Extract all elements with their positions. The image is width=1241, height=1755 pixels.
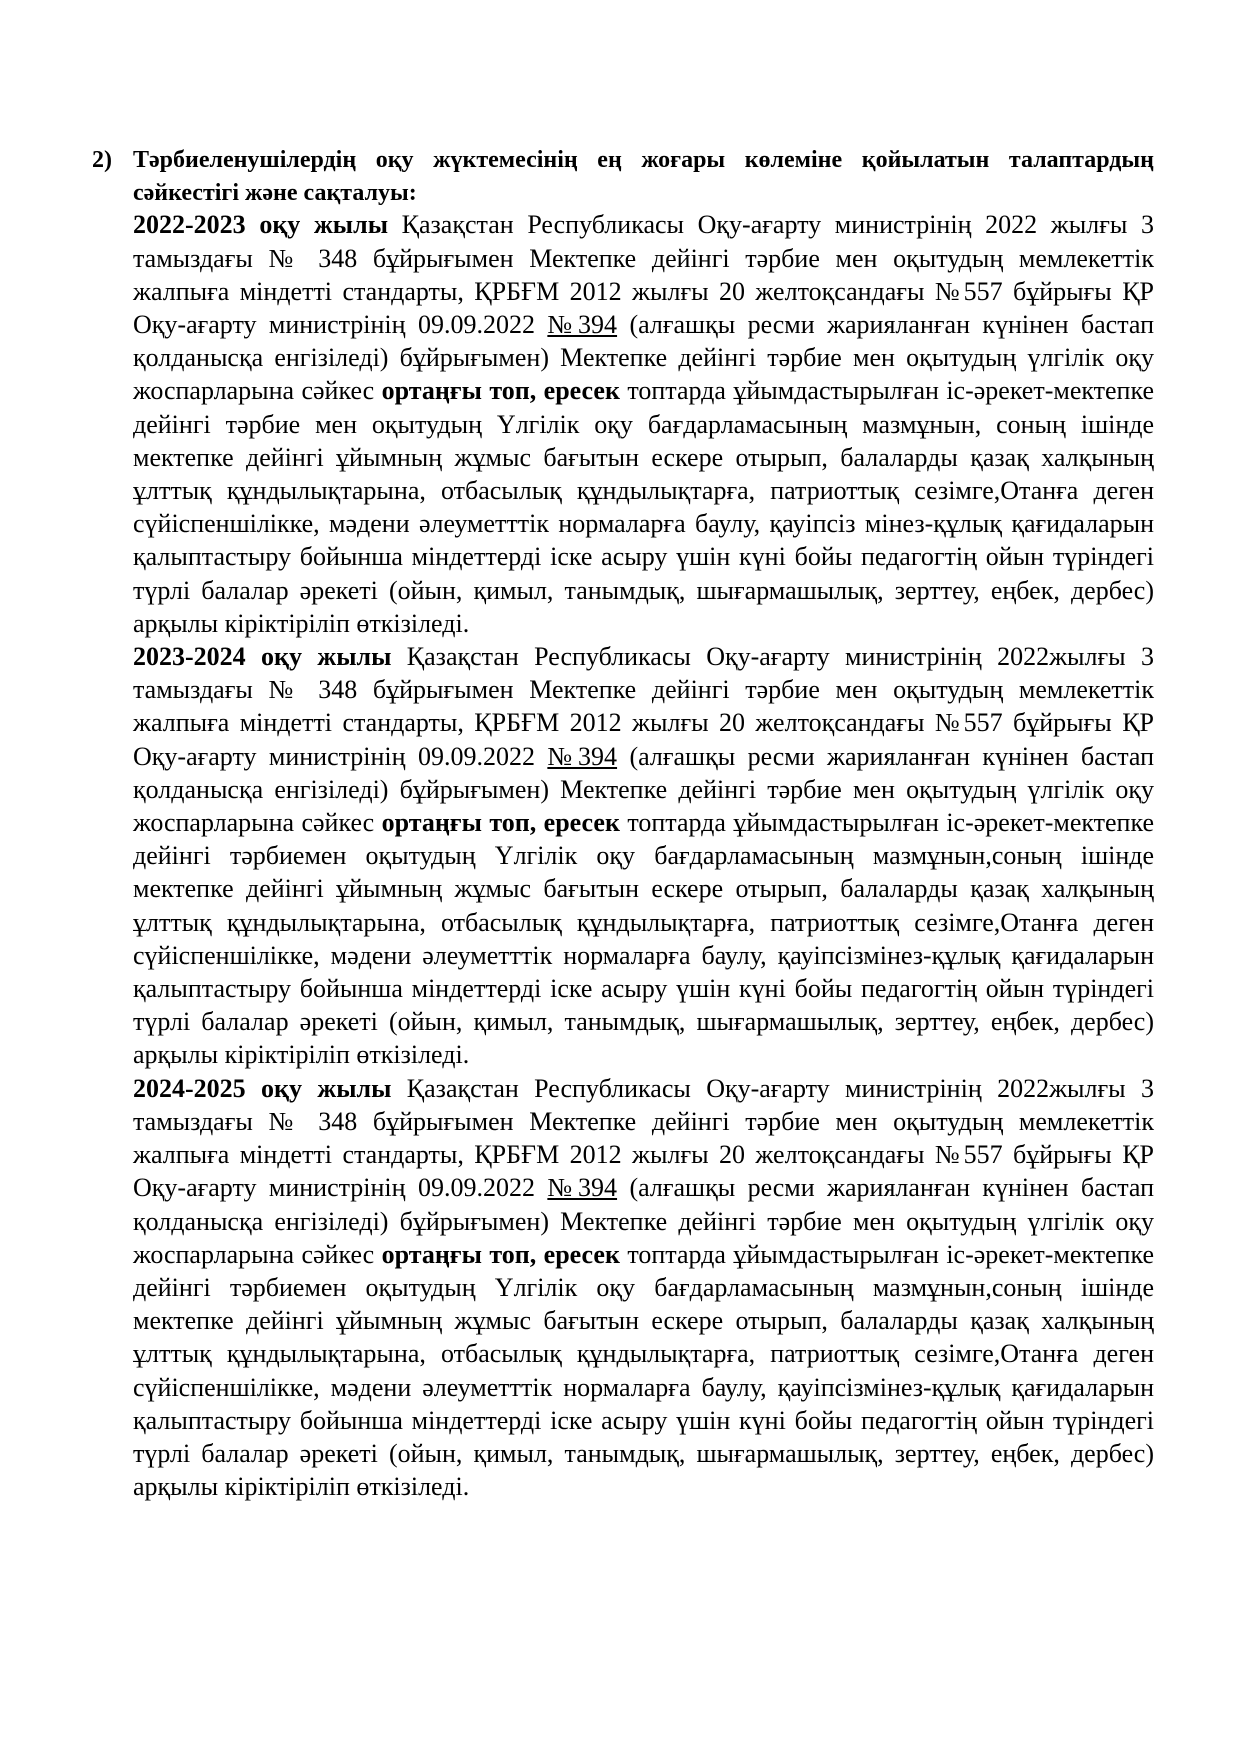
- order-link[interactable]: №394: [547, 1173, 618, 1203]
- numbered-item: [92, 144, 1154, 1503]
- paragraph-text: Қазақстан Республикасы Оқу-ағарту министрінің 2022 жылғы 3 тамыздағы № 348 бұйрығымен Мектепке дейінгі тәрбие мен оқытудың мемлекеттік жалпыға міндетті стандарты, ҚРБҒМ 2012 жылғы 20 желтоқсандағы №557 бұйрығы ҚР Оқу-ағарту министрінің 09.09.2022: [133, 210, 1154, 340]
- groups-label: ортаңғы топ, ересек: [381, 376, 620, 406]
- paragraph-text: (алғашқы ресми жарияланған күнінен бастап қолданысқа енгізіледі) бұйрығымен) Мектепке дейінгі тәрбие мен оқытудың үлгілік оқу жоспарларына сәйкес: [133, 1173, 1154, 1269]
- paragraph-2023-2024: [133, 640, 1154, 1072]
- paragraph-text: (алғашқы ресми жарияланған күнінен бастап қолданысқа енгізіледі) бұйрығымен) Мектепке дейінгі тәрбие мен оқытудың үлгілік оқу жоспарларына сәйкес: [133, 310, 1154, 406]
- item-content: [133, 144, 1154, 1503]
- groups-label: ортаңғы топ, ересек: [381, 808, 620, 838]
- paragraph-text: топтарда ұйымдастырылған іс-әрекет-мектепке дейінгі тәрбиемен оқытудың Үлгілік оқу бағдарламасының мазмұнын,соның ішінде мектепке дейінгі ұйымның жұмыс бағытын ескере отырып, балаларды қазақ халқының ұлттық құндылықтарына, отбасылық құндылықтарға, патриоттық сезімге,Отанға деген сүйіспеншілікке, мәдени әлеуметттік нормаларға баулу, қауіпсізмінез-құлық қағидаларын қалыптастыру бойынша міндеттерді іске асыру үшін күні бойы педагогтің ойын түріндегі түрлі балалар әрекеті (ойын, қимыл, танымдық, шығармашылық, зерттеу, еңбек, дербес) арқылы кіріктіріліп өткізіледі.: [133, 1239, 1154, 1502]
- order-link[interactable]: №394: [547, 741, 618, 771]
- order-link[interactable]: №394: [547, 310, 618, 340]
- paragraph-text: Қазақстан Республикасы Оқу-ағарту министрінің 2022жылғы 3 тамыздағы № 348 бұйрығымен Мектепке дейінгі тәрбие мен оқытудың мемлекеттік жалпыға міндетті стандарты, ҚРБҒМ 2012 жылғы 20 желтоқсандағы №557 бұйрығы ҚР Оқу-ағарту министрінің 09.09.2022: [133, 642, 1155, 771]
- paragraph-text: (алғашқы ресми жарияланған күнінен бастап қолданысқа енгізіледі) бұйрығымен) Мектепке дейінгі тәрбие мен оқытудың үлгілік оқу жоспарларына сәйкес: [133, 741, 1154, 838]
- paragraph-text: топтарда ұйымдастырылған іс-әрекет-мектепке дейінгі тәрбие мен оқытудың Үлгілік оқу бағдарламасының мазмұнын, соның ішінде мектепке дейінгі ұйымның жұмыс бағытын ескере отырып, балаларды қазақ халқының ұлттық құндылықтарына, отбасылық құндылықтарға, патриоттық сезімге,Отанға деген сүйіспеншілікке, мәдени әлеуметттік нормаларға баулу, қауіпсіз мінез-құлық қағидаларын қалыптастыру бойынша міндеттерді іске асыру үшін күні бойы педагогтің ойын түріндегі түрлі балалар әрекеті (ойын, қимыл, танымдық, шығармашылық, зерттеу, еңбек, дербес) арқылы кіріктіріліп өткізіледі.: [133, 376, 1154, 638]
- paragraph-2022-2023: [133, 208, 1154, 640]
- groups-label: ортаңғы топ, ересек: [381, 1239, 620, 1269]
- paragraph-text: Қазақстан Республикасы Оқу-ағарту министрінің 2022жылғы 3 тамыздағы № 348 бұйрығымен Мектепке дейінгі тәрбие мен оқытудың мемлекеттік жалпыға міндетті стандарты, ҚРБҒМ 2012 жылғы 20 желтоқсандағы №557 бұйрығы ҚР Оқу-ағарту министрінің 09.09.2022: [133, 1073, 1155, 1203]
- paragraph-text: топтарда ұйымдастырылған іс-әрекет-мектепке дейінгі тәрбиемен оқытудың Үлгілік оқу бағдарламасының мазмұнын,соның ішінде мектепке дейінгі ұйымның жұмыс бағытын ескере отырып, балаларды қазақ халқының ұлттық құндылықтарына, отбасылық құндылықтарға, патриоттық сезімге,Отанға деген сүйіспеншілікке, мәдени әлеуметттік нормаларға баулу, қауіпсізмінез-құлық қағидаларын қалыптастыру бойынша міндеттерді іске асыру үшін күні бойы педагогтің ойын түріндегі түрлі балалар әрекеті (ойын, қимыл, танымдық, шығармашылық, зерттеу, еңбек, дербес) арқылы кіріктіріліп өткізіледі.: [133, 808, 1154, 1070]
- academic-year-label: 2023-2024 оқу жылы: [133, 642, 392, 672]
- item-heading: Тәрбиеленушілердің оқу жүктемесінің ең жоғары көлеміне қойылатын талаптардың сәйкестігі және сақталуы:: [133, 147, 1154, 207]
- item-number: 2): [92, 147, 112, 173]
- academic-year-label: 2022-2023 оқу жылы: [133, 210, 388, 240]
- academic-year-label: 2024-2025 оқу жылы: [133, 1073, 392, 1103]
- paragraph-2024-2025: [133, 1072, 1154, 1504]
